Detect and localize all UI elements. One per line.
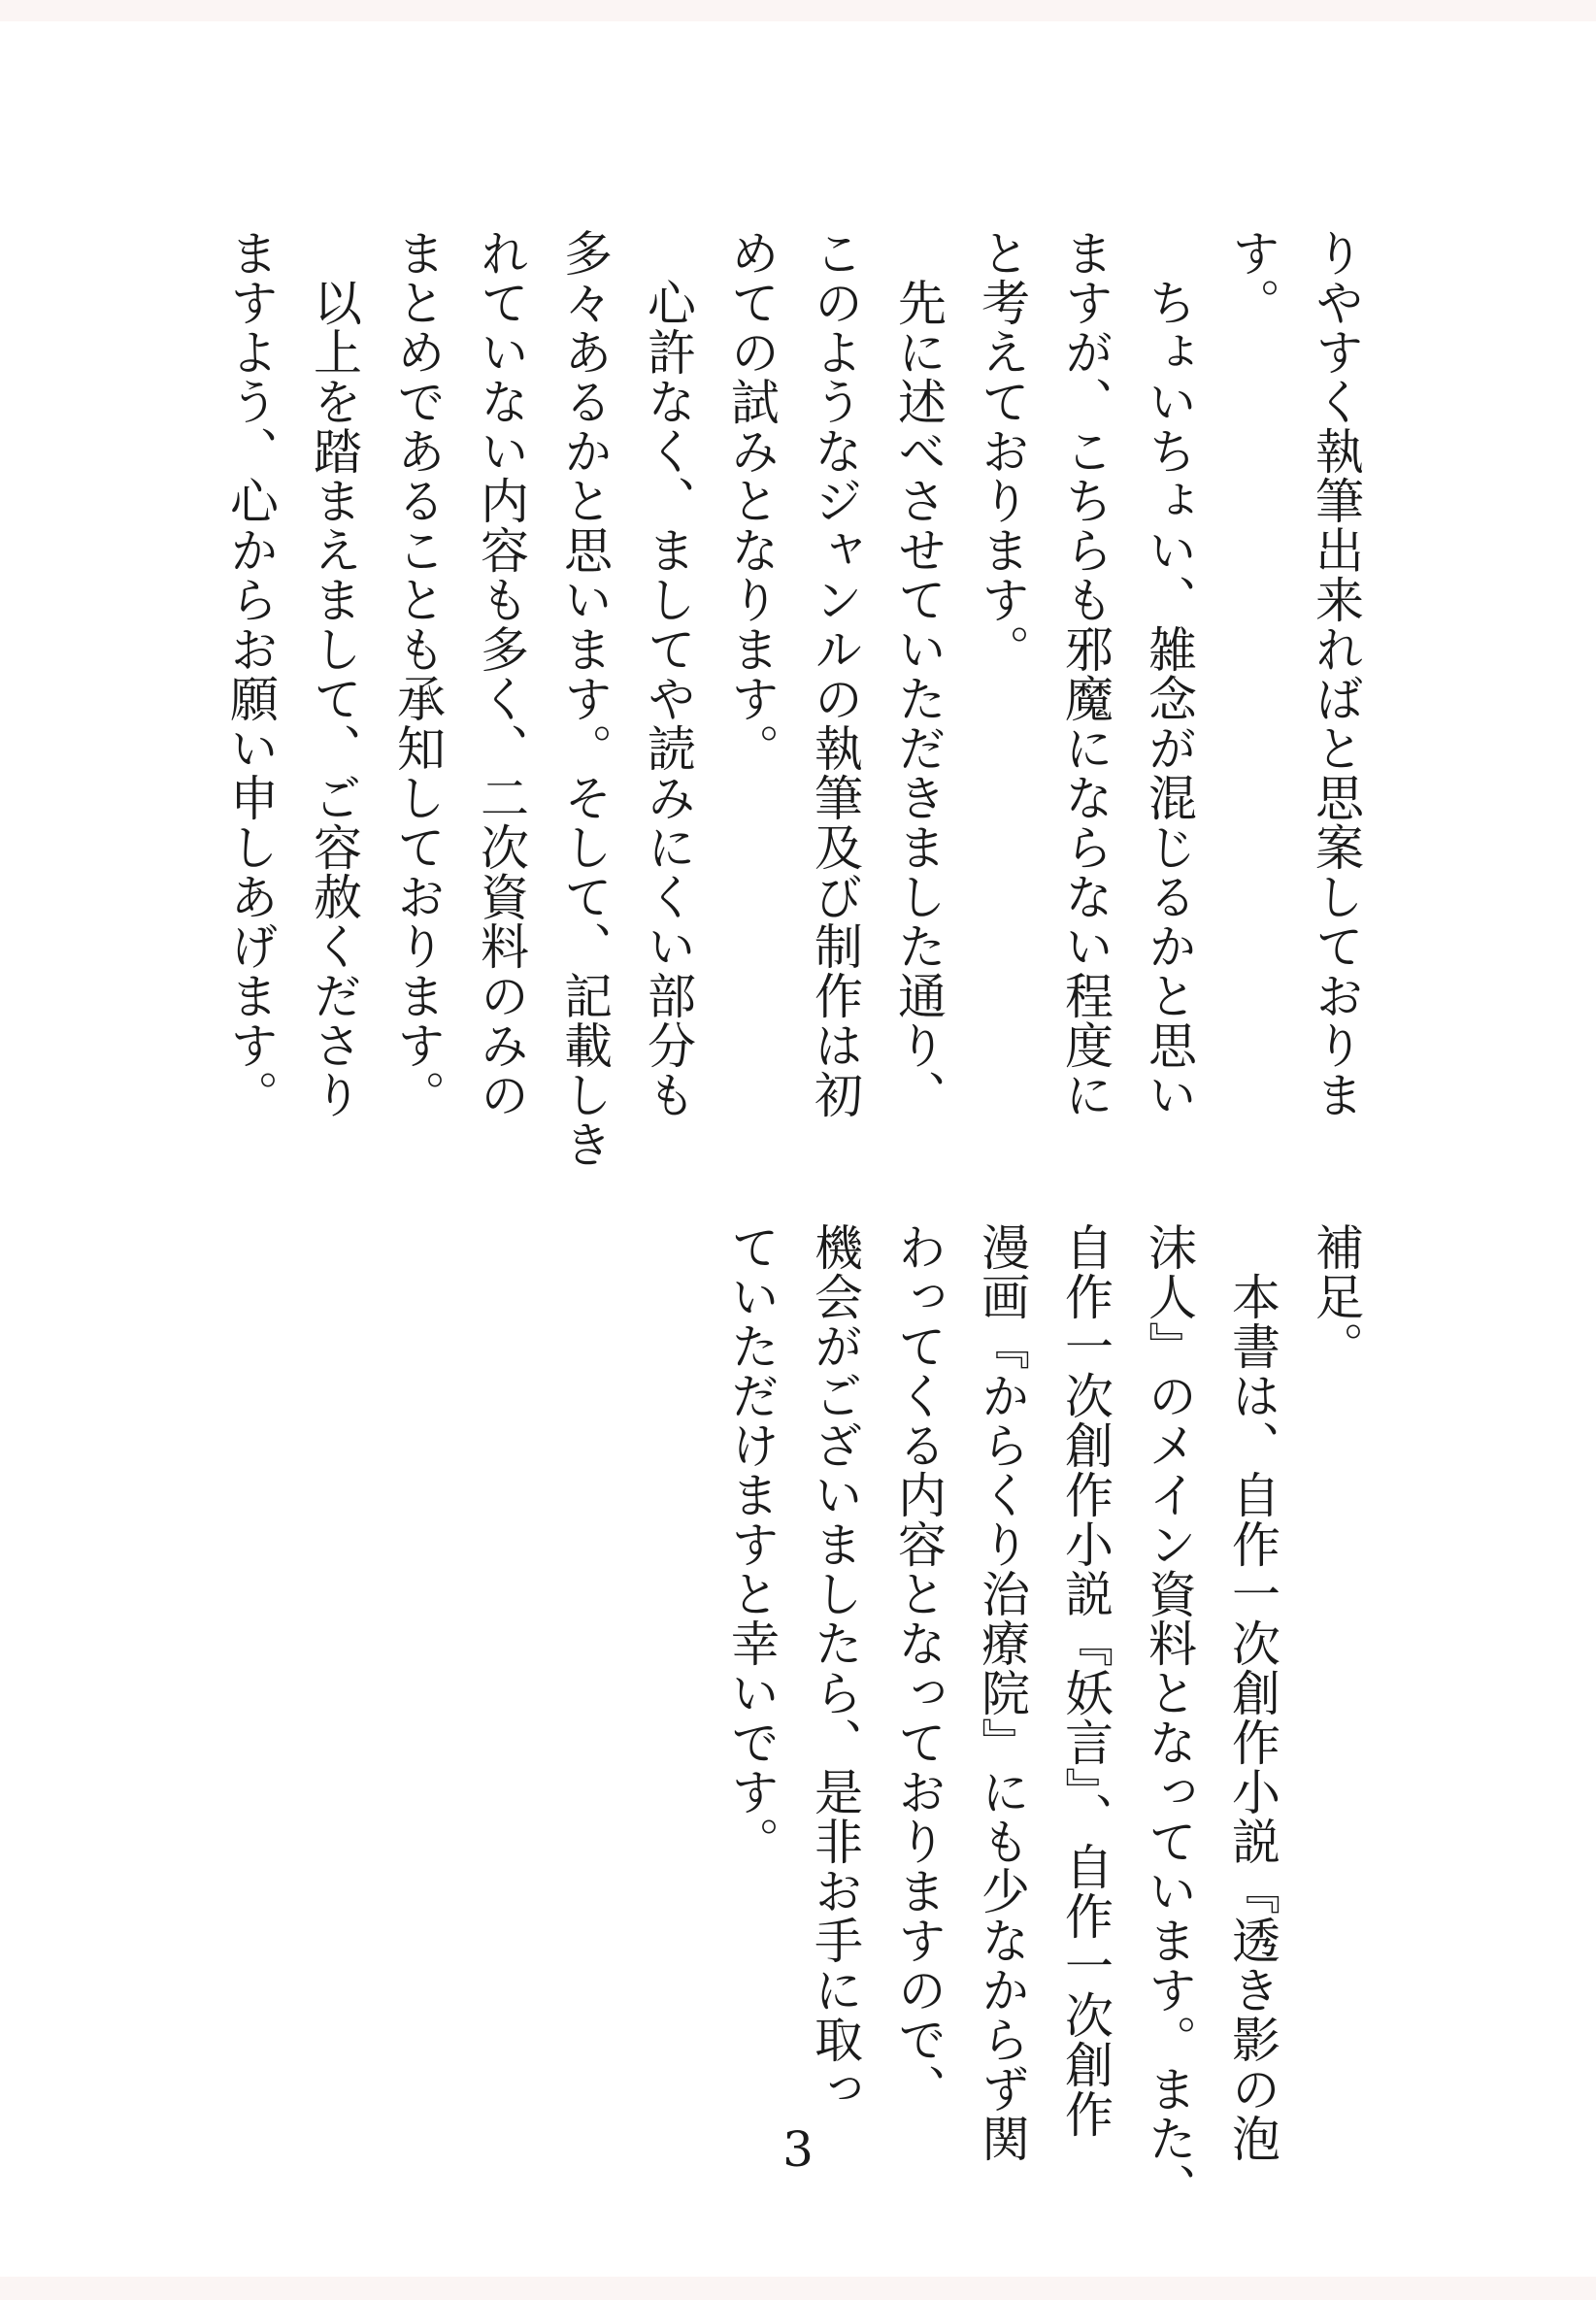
text-line: わってくる内容となっておりますので、 [890, 1222, 947, 2114]
supplement-text-block [710, 1222, 1378, 2213]
text-line: ていただけますと幸いです。 [723, 1222, 780, 1866]
text-line: めての試みとなります。 [723, 228, 780, 773]
preface-text-block [209, 228, 1378, 1180]
text-line: まとめであることも承知しております。 [389, 228, 446, 1119]
document-page [0, 21, 1596, 2277]
text-line: 本書は、自作一次創作小説『透き影の泡 [1224, 1222, 1280, 2163]
page-number: 3 [782, 2121, 814, 2178]
text-line: このようなジャンルの執筆及び制作は初 [807, 228, 863, 1119]
text-line: 自作一次創作小説『妖言』、自作一次創作 [1057, 1222, 1114, 2139]
text-line: 機会がございましたら、是非お手に取っ [807, 1222, 863, 2114]
text-line: 心許なく、ましてや読みにくい部分も [640, 228, 696, 1119]
text-line: 多々あるかと思います。そして、記載しき [556, 228, 613, 1169]
text-line: ますよう、心からお願い申しあげます。 [222, 228, 279, 1119]
text-line: 沫人』のメイン資料となっています。また、 [1141, 1222, 1197, 2213]
text-line: 漫画『からくり治療院』にも少なからず関 [974, 1222, 1030, 2163]
text-line: れていない内容も多く、二次資料のみの [473, 228, 529, 1119]
text-line: ちょいちょい、雑念が混じるかと思い [1141, 228, 1197, 1119]
text-line: ますが、こちらも邪魔にならない程度に [1057, 228, 1114, 1119]
text-line: りやすく執筆出来ればと思案しておりま [1308, 228, 1364, 1119]
text-line: 以上を踏まえまして、ご容赦くださり [306, 228, 362, 1119]
text-line: と考えております。 [974, 228, 1030, 674]
text-line: 先に述べさせていただきました通り、 [890, 228, 947, 1119]
text-line: す。 [1224, 228, 1280, 327]
text-line: 補足。 [1308, 1222, 1364, 1371]
